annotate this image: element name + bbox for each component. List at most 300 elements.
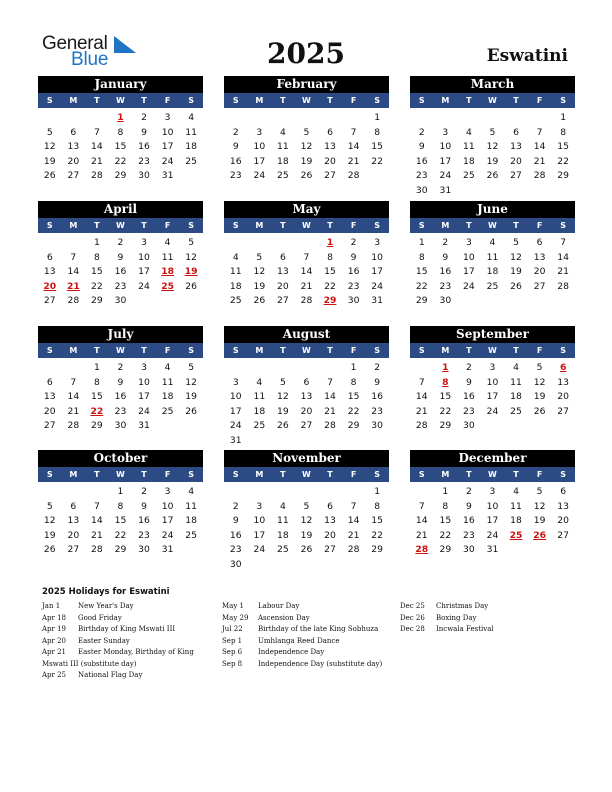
day: 31: [229, 434, 242, 446]
day: 31: [439, 184, 452, 196]
day: 13: [557, 500, 569, 512]
day: 27: [277, 295, 289, 306]
day: 28: [533, 170, 546, 181]
day: 24: [161, 155, 174, 167]
holiday-row: [400, 624, 494, 636]
day: 7: [70, 376, 77, 388]
day: 11: [161, 251, 174, 263]
empty-cell: [38, 485, 62, 500]
day: 14: [91, 141, 103, 152]
day: 12: [533, 500, 546, 512]
month-july: [38, 326, 203, 434]
day: 28: [415, 420, 428, 431]
weekday-label: M: [69, 346, 78, 355]
day: 26: [253, 295, 266, 306]
weekday-label: T: [327, 96, 333, 105]
day: 19: [277, 405, 289, 417]
day: 15: [439, 515, 452, 526]
empty-cell: [38, 111, 62, 126]
day: 1: [93, 237, 100, 248]
holiday-date: Jan 1: [42, 602, 61, 610]
weekday-label: M: [69, 470, 78, 479]
weekday-label: T: [94, 221, 100, 230]
holiday-row: [400, 613, 494, 625]
empty-cell: [224, 236, 248, 251]
weekday-label: F: [350, 346, 357, 355]
day: 27: [43, 295, 56, 306]
day: 22: [114, 155, 127, 167]
day: 7: [303, 251, 310, 263]
day: 13: [324, 141, 336, 152]
day: 14: [347, 515, 360, 526]
day: 5: [536, 486, 543, 497]
day: 30: [114, 295, 127, 306]
holiday-name: Birthday of King Mswati III: [78, 625, 176, 633]
holiday-date: Apr 18: [42, 613, 67, 622]
day: 29: [415, 295, 428, 306]
day: 11: [253, 391, 266, 402]
day: 3: [256, 500, 263, 512]
day: 20: [277, 280, 289, 292]
day: 7: [70, 251, 77, 263]
empty-cell: [62, 236, 86, 251]
day: 7: [418, 376, 425, 388]
day-grid: [38, 236, 203, 309]
day: 13: [43, 391, 56, 402]
day: 25: [253, 420, 266, 431]
day: 8: [327, 251, 333, 263]
day: 20: [300, 405, 313, 417]
day: 19: [43, 529, 56, 541]
day: 26: [277, 420, 289, 431]
empty-cell: [295, 485, 319, 500]
day-grid: [410, 111, 575, 198]
empty-cell: [38, 236, 62, 251]
day: 10: [463, 251, 475, 263]
holiday-name: Labour Day: [258, 602, 300, 610]
month-title: October: [38, 450, 203, 467]
day: 7: [560, 237, 567, 248]
day: 23: [114, 405, 127, 417]
day: 24: [138, 405, 150, 417]
day: 7: [536, 126, 543, 138]
day: 14: [300, 266, 313, 277]
holiday-row: [222, 601, 382, 613]
weekday-label: S: [46, 346, 53, 355]
holiday-name: Umhlanga Reed Dance: [258, 636, 340, 645]
empty-cell: [271, 111, 295, 126]
weekday-label: T: [141, 470, 147, 479]
weekday-header: [224, 218, 389, 233]
day: 15: [347, 391, 360, 402]
month-title: May: [224, 201, 389, 218]
day: 1: [350, 362, 357, 373]
holiday-name: National Flag Day: [78, 671, 143, 679]
empty-cell: [457, 111, 481, 126]
day: 22: [415, 280, 428, 292]
day: 24: [371, 280, 383, 292]
day: 16: [114, 266, 127, 277]
day: 28: [347, 544, 360, 555]
holiday-name: Christmas Day: [436, 602, 489, 610]
day: 15: [415, 266, 428, 277]
day: 19: [185, 391, 197, 402]
weekday-label: S: [418, 470, 425, 479]
empty-cell: [318, 111, 342, 126]
day: 19: [300, 155, 313, 167]
day: 20: [43, 405, 56, 417]
holiday-column: [222, 601, 382, 670]
weekday-label: S: [560, 221, 567, 230]
day: 26: [43, 544, 56, 555]
day: 12: [486, 141, 499, 152]
day: 29: [91, 420, 103, 431]
day: 13: [43, 266, 56, 277]
day: 4: [256, 376, 263, 388]
weekday-label: W: [302, 221, 311, 230]
day: 22: [439, 529, 452, 541]
day: 25: [510, 405, 522, 417]
day-grid: [224, 485, 389, 572]
day: 2: [117, 362, 124, 373]
weekday-header: [410, 467, 575, 482]
day: 29: [114, 170, 127, 181]
day: 9: [350, 251, 357, 263]
day: 23: [114, 280, 127, 292]
day: 2: [141, 112, 147, 123]
day: 2: [117, 237, 124, 248]
holiday-name: Easter Sunday: [78, 636, 130, 645]
day: 17: [229, 405, 242, 417]
day: 18: [510, 391, 522, 402]
day: 30: [439, 295, 452, 306]
weekday-label: F: [536, 470, 543, 479]
month-february: [224, 76, 389, 184]
day: 4: [232, 251, 239, 263]
weekday-label: T: [94, 346, 100, 355]
day: 1: [374, 112, 381, 123]
day: 14: [324, 391, 336, 402]
day: 13: [324, 515, 336, 526]
day: 26: [185, 405, 197, 417]
day: 9: [465, 500, 472, 512]
weekday-label: F: [164, 346, 171, 355]
day: 28: [91, 544, 103, 555]
day: 16: [463, 515, 475, 526]
empty-cell: [85, 485, 109, 500]
weekday-label: S: [374, 346, 381, 355]
day: 9: [232, 515, 239, 526]
day: 18: [486, 266, 499, 277]
day: 13: [67, 141, 80, 152]
day: 12: [277, 391, 289, 402]
weekday-label: S: [232, 221, 239, 230]
empty-cell: [62, 361, 86, 376]
day: 1: [418, 237, 425, 248]
day: 18: [161, 391, 174, 402]
day: 22: [557, 155, 569, 167]
day: 19: [43, 155, 56, 167]
day: 12: [43, 141, 56, 152]
day: 17: [138, 266, 150, 277]
day: 9: [117, 251, 124, 263]
weekday-label: T: [327, 470, 333, 479]
day: 17: [486, 391, 499, 402]
day: 4: [513, 362, 519, 373]
weekday-label: S: [232, 96, 239, 105]
day: 14: [91, 515, 103, 526]
day: 25: [229, 295, 242, 306]
holiday-name: Easter Monday, Birthday of King: [78, 648, 194, 656]
day: 15: [91, 266, 103, 277]
holiday-list-title: 2025 Holidays for Eswatini: [42, 587, 170, 597]
day: 26: [486, 170, 499, 181]
day: 29: [91, 295, 103, 306]
day: 8: [93, 251, 100, 263]
day: 31: [161, 544, 174, 555]
weekday-header: [38, 93, 203, 108]
day: 26: [43, 170, 56, 181]
empty-cell: [248, 361, 272, 376]
day: 27: [67, 544, 80, 555]
holiday-date: Apr 19: [42, 625, 67, 633]
empty-cell: [224, 485, 248, 500]
logo-text-blue: Blue: [71, 49, 109, 70]
empty-cell: [434, 111, 458, 126]
holiday-date: Apr 21: [42, 648, 67, 656]
day: 13: [510, 141, 522, 152]
day: 4: [513, 486, 519, 497]
day: 26: [533, 405, 546, 417]
day: 7: [93, 126, 100, 138]
weekday-label: S: [560, 96, 567, 105]
empty-cell: [224, 111, 248, 126]
empty-cell: [481, 111, 505, 126]
day: 8: [350, 376, 357, 388]
weekday-label: F: [164, 221, 171, 230]
day: 7: [93, 500, 100, 512]
day: 24: [253, 170, 266, 181]
holiday-date: Apr 25: [42, 671, 67, 679]
month-title: August: [224, 326, 389, 343]
day: 18: [185, 141, 197, 152]
holiday-date: Apr 20: [42, 636, 67, 645]
day: 23: [439, 280, 452, 292]
weekday-label: T: [513, 96, 519, 105]
holiday-row: [400, 601, 494, 613]
empty-cell: [318, 361, 342, 376]
weekday-label: S: [232, 470, 239, 479]
weekday-label: W: [116, 346, 125, 355]
weekday-label: S: [418, 346, 425, 355]
holiday-name: Independence Day: [258, 648, 325, 656]
weekday-label: S: [188, 346, 195, 355]
day: 2: [232, 126, 239, 138]
day: 11: [161, 376, 174, 388]
holiday-name-continued: Mswati III (substitute day): [42, 659, 137, 668]
day: 25: [277, 170, 289, 181]
day: 30: [138, 544, 150, 555]
day: 21: [324, 405, 336, 417]
day: 27: [67, 170, 80, 181]
day: 21: [415, 405, 428, 417]
holiday-date: Sep 6: [222, 648, 243, 656]
weekday-label: T: [141, 96, 147, 105]
day: 30: [229, 558, 242, 570]
day: 14: [557, 251, 569, 263]
day: 5: [46, 126, 53, 138]
weekday-label: W: [302, 470, 311, 479]
weekday-label: T: [141, 346, 147, 355]
empty-cell: [342, 485, 366, 500]
day: 1: [117, 486, 124, 497]
day: 2: [465, 362, 472, 373]
empty-cell: [62, 485, 86, 500]
holiday-day: 20: [43, 280, 57, 292]
weekday-label: S: [46, 470, 53, 479]
weekday-header: [410, 343, 575, 358]
empty-cell: [271, 485, 295, 500]
weekday-label: T: [513, 221, 519, 230]
day: 20: [557, 391, 569, 402]
month-title: March: [410, 76, 575, 93]
day: 5: [188, 362, 195, 373]
weekday-header: [224, 467, 389, 482]
day-grid: [38, 111, 203, 184]
day: 11: [463, 141, 475, 152]
day: 16: [229, 529, 242, 541]
day: 8: [117, 126, 124, 138]
weekday-label: W: [488, 96, 497, 105]
day: 9: [442, 251, 449, 263]
weekday-label: S: [188, 470, 195, 479]
day: 12: [43, 515, 56, 526]
day: 20: [324, 529, 336, 541]
day: 5: [489, 126, 496, 138]
weekday-label: T: [513, 470, 519, 479]
day: 27: [324, 544, 336, 555]
day: 19: [300, 529, 313, 541]
day: 28: [91, 170, 103, 181]
day: 19: [510, 266, 522, 277]
weekday-label: F: [164, 96, 171, 105]
day: 17: [486, 515, 499, 526]
weekday-label: M: [69, 96, 78, 105]
day: 23: [371, 405, 383, 417]
day: 28: [324, 420, 336, 431]
day: 21: [91, 155, 103, 167]
month-january: [38, 76, 203, 184]
empty-cell: [318, 485, 342, 500]
day: 26: [510, 280, 522, 292]
holiday-day: 1: [326, 237, 334, 248]
weekday-label: T: [280, 470, 286, 479]
day: 7: [350, 126, 357, 138]
weekday-header: [410, 218, 575, 233]
day: 27: [324, 170, 336, 181]
country-name: Eswatini: [486, 46, 568, 66]
day: 5: [256, 251, 263, 263]
holiday-date: Dec 28: [400, 625, 425, 633]
day: 5: [303, 126, 310, 138]
day: 23: [415, 170, 428, 181]
day: 6: [327, 500, 333, 512]
day: 22: [114, 529, 127, 541]
holiday-name: Independence Day (substitute day): [258, 659, 383, 668]
day: 12: [510, 251, 522, 263]
holiday-day: 1: [442, 362, 449, 373]
day: 19: [253, 280, 266, 292]
day: 6: [327, 126, 333, 138]
weekday-label: F: [164, 470, 171, 479]
weekday-label: S: [374, 470, 381, 479]
day: 8: [117, 500, 124, 512]
day: 18: [185, 515, 197, 526]
day-grid: [224, 361, 389, 448]
weekday-label: W: [116, 96, 125, 105]
day: 4: [188, 486, 195, 497]
day: 4: [279, 126, 286, 138]
day: 12: [300, 141, 313, 152]
day: 11: [229, 266, 242, 277]
weekday-header: [38, 343, 203, 358]
day: 24: [463, 280, 475, 292]
month-june: [410, 201, 575, 309]
page-header: [0, 0, 612, 70]
holiday-name: Incwala Festival: [436, 625, 494, 633]
day: 9: [374, 376, 381, 388]
month-may: [224, 201, 389, 309]
day: 13: [67, 515, 80, 526]
day: 18: [229, 280, 242, 292]
weekday-header: [38, 467, 203, 482]
day: 3: [465, 237, 472, 248]
weekday-label: T: [327, 221, 333, 230]
weekday-label: F: [536, 96, 543, 105]
day: 21: [300, 280, 313, 292]
day: 12: [253, 266, 266, 277]
day: 21: [557, 266, 569, 277]
day: 5: [279, 376, 286, 388]
holiday-date: May 1: [222, 602, 244, 610]
empty-cell: [62, 111, 86, 126]
weekday-label: T: [280, 96, 286, 105]
day: 12: [300, 515, 313, 526]
holiday-day: 26: [533, 529, 546, 541]
day: 10: [161, 500, 174, 512]
weekday-label: S: [418, 96, 425, 105]
day: 30: [347, 295, 360, 306]
day: 3: [442, 126, 449, 138]
day: 11: [510, 500, 522, 512]
day: 27: [557, 529, 569, 541]
day: 5: [536, 362, 543, 373]
day: 11: [185, 126, 197, 138]
day: 30: [114, 420, 127, 431]
day: 21: [347, 529, 360, 541]
weekday-header: [38, 218, 203, 233]
month-december: [410, 450, 575, 558]
day: 6: [536, 237, 543, 248]
day: 28: [557, 280, 569, 292]
day: 27: [533, 280, 546, 292]
day: 11: [277, 141, 289, 152]
day: 25: [185, 529, 197, 541]
weekday-label: S: [418, 221, 425, 230]
day: 5: [188, 237, 195, 248]
day: 3: [374, 237, 381, 248]
weekday-label: W: [116, 470, 125, 479]
